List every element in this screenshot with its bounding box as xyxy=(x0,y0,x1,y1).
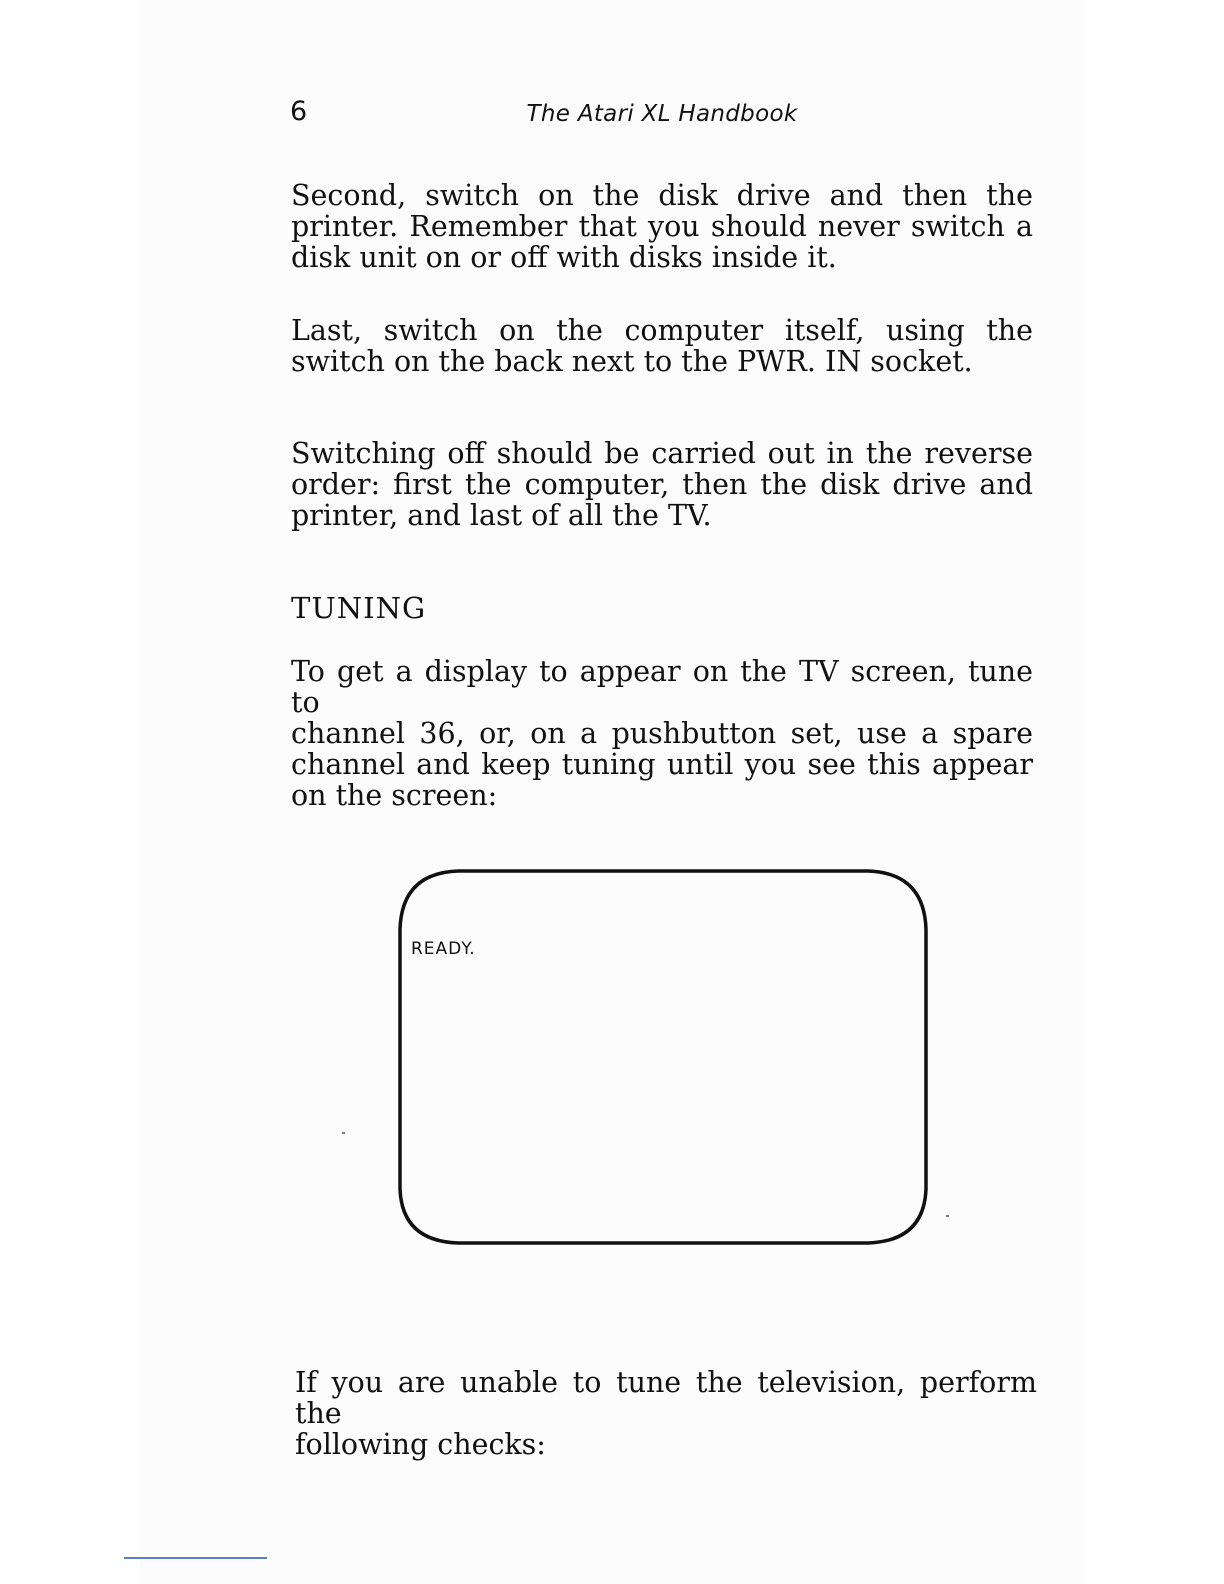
text-line: To get a display to appear on the TV screen, tune to xyxy=(291,655,1033,719)
paragraph-switch-on-computer xyxy=(291,315,1033,377)
text-line: order: first the computer, then the disk drive and xyxy=(291,468,1033,501)
text-line: switch on the back next to the PWR. IN socket. xyxy=(291,345,973,378)
bottom-edge-line xyxy=(124,1557,267,1559)
paragraph-unable-to-tune xyxy=(295,1367,1037,1460)
text-line: following checks: xyxy=(295,1428,546,1461)
text-line: Last, switch on the computer itself, using the xyxy=(291,314,1033,347)
print-speck xyxy=(342,1132,345,1134)
text-line: channel 36, or, on a pushbutton set, use a spare xyxy=(291,717,1033,750)
page-number: 6 xyxy=(290,96,308,127)
text-line: Switching off should be carried out in the reverse xyxy=(291,437,1033,470)
paragraph-switch-on-disk-drive xyxy=(291,180,1033,273)
running-header-title: The Atari XL Handbook xyxy=(526,101,798,127)
print-speck xyxy=(946,1215,949,1217)
text-line: printer, and last of all the TV. xyxy=(291,499,712,532)
text-line: on the screen: xyxy=(291,779,498,812)
text-line: disk unit on or off with disks inside it. xyxy=(291,241,837,274)
paragraph-switching-off xyxy=(291,438,1033,531)
text-line: Second, switch on the disk drive and then the xyxy=(291,179,1033,212)
ready-prompt: READY. xyxy=(411,939,476,959)
section-heading: TUNING xyxy=(291,591,427,625)
text-line: If you are unable to tune the television, perform the xyxy=(295,1366,1037,1430)
tv-screen-outline xyxy=(398,869,928,1245)
text-line: channel and keep tuning until you see this appear xyxy=(291,748,1033,781)
text-line: printer. Remember that you should never switch a xyxy=(291,210,1033,243)
paragraph-tuning-instructions xyxy=(291,656,1033,811)
tv-screen-illustration xyxy=(398,869,928,1245)
